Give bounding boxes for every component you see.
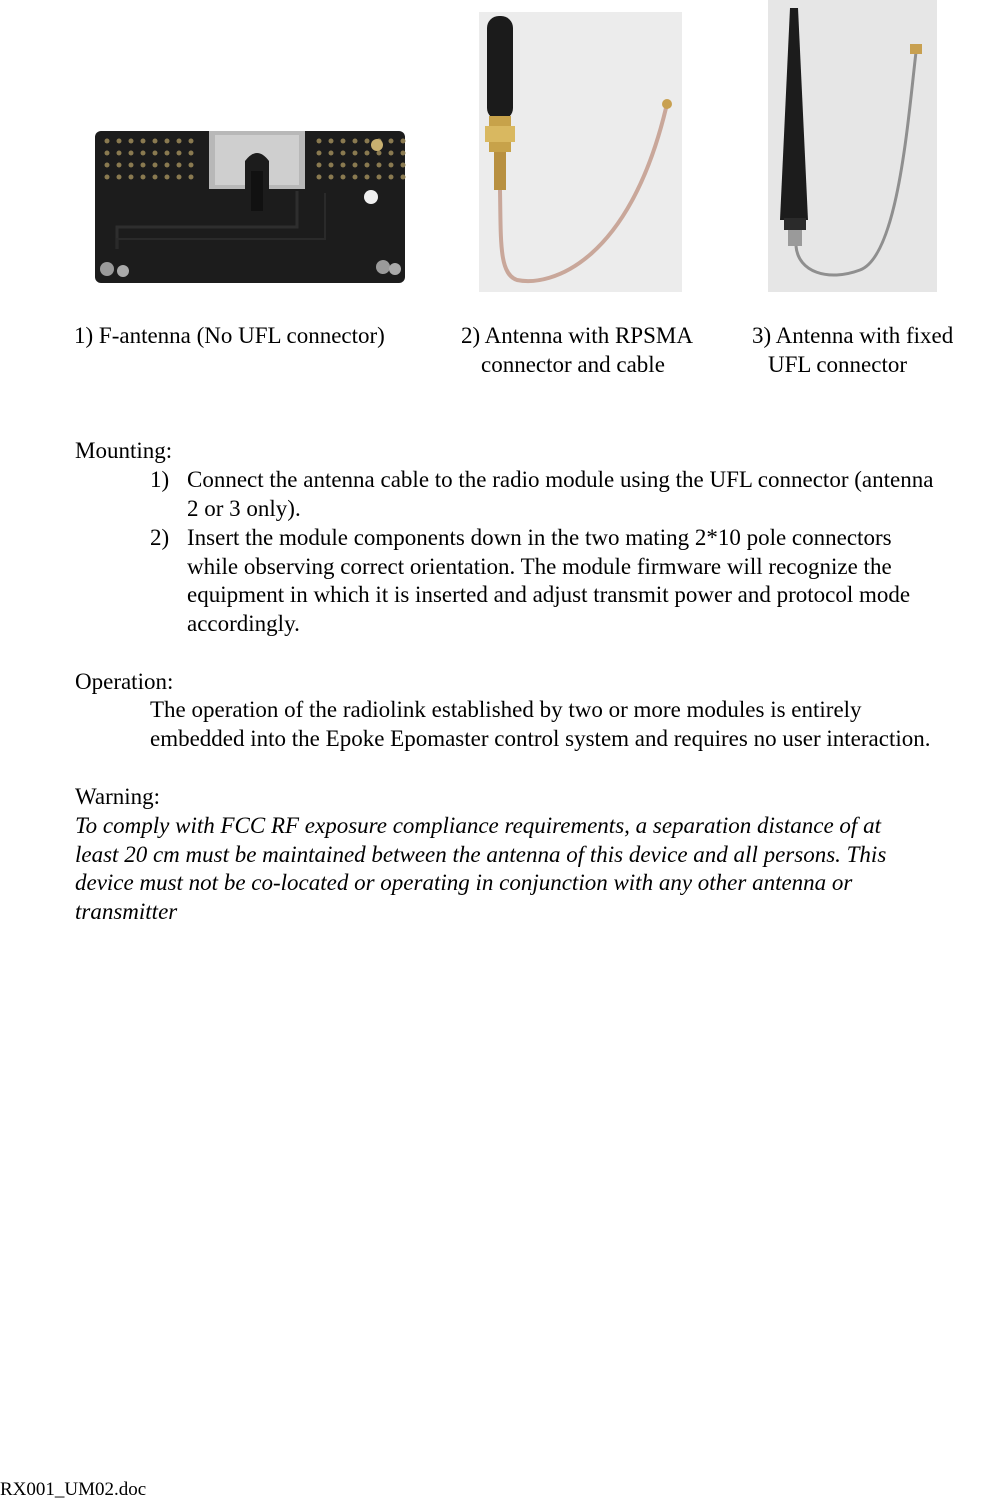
mounting-step-2-number: 2)	[150, 525, 170, 550]
f-antenna-photo	[87, 131, 411, 291]
mounting-step-1-line: Connect the antenna cable to the radio module using the UFL connector (antenna	[187, 467, 934, 492]
warning-line: device must not be co-located or operating in conjunction with any other antenna or	[75, 870, 853, 895]
caption-ufl-line1: 3) Antenna with fixed	[752, 323, 954, 348]
warning-line: transmitter	[75, 899, 178, 924]
mounting-step-1-number: 1)	[150, 467, 170, 492]
caption-rpsma-line1: 2) Antenna with RPSMA	[461, 323, 693, 348]
mounting-heading: Mounting:	[75, 438, 173, 463]
mounting-step-2-line: equipment in which it is inserted and adjust transmit power and protocol mode	[187, 582, 911, 607]
ufl-antenna-photo	[768, 0, 937, 292]
mounting-step-1-line: 2 or 3 only).	[187, 496, 301, 521]
operation-heading: Operation:	[75, 669, 174, 694]
mounting-step-2-line: accordingly.	[187, 611, 300, 636]
mounting-step-2-line: Insert the module components down in the two mating 2*10 pole connectors	[187, 525, 892, 550]
caption-ufl-line2: UFL connector	[768, 352, 908, 377]
warning-line: To comply with FCC RF exposure compliance requirements, a separation distance of at	[75, 813, 881, 838]
warning-heading: Warning:	[75, 784, 161, 809]
rpsma-antenna-photo	[479, 12, 682, 292]
footer-filename: RX001_UM02.doc	[0, 1479, 147, 1500]
caption-f-antenna: 1) F-antenna (No UFL connector)	[74, 323, 385, 348]
operation-line: embedded into the Epoke Epomaster control system and requires no user interaction.	[150, 726, 931, 751]
operation-line: The operation of the radiolink established by two or more modules is entirely	[150, 697, 862, 722]
mounting-step-2-line: while observing correct orientation. The module firmware will recognize the	[187, 554, 892, 579]
caption-rpsma-line2: connector and cable	[481, 352, 665, 377]
warning-line: least 20 cm must be maintained between the antenna of this device and all persons. This	[75, 842, 887, 867]
